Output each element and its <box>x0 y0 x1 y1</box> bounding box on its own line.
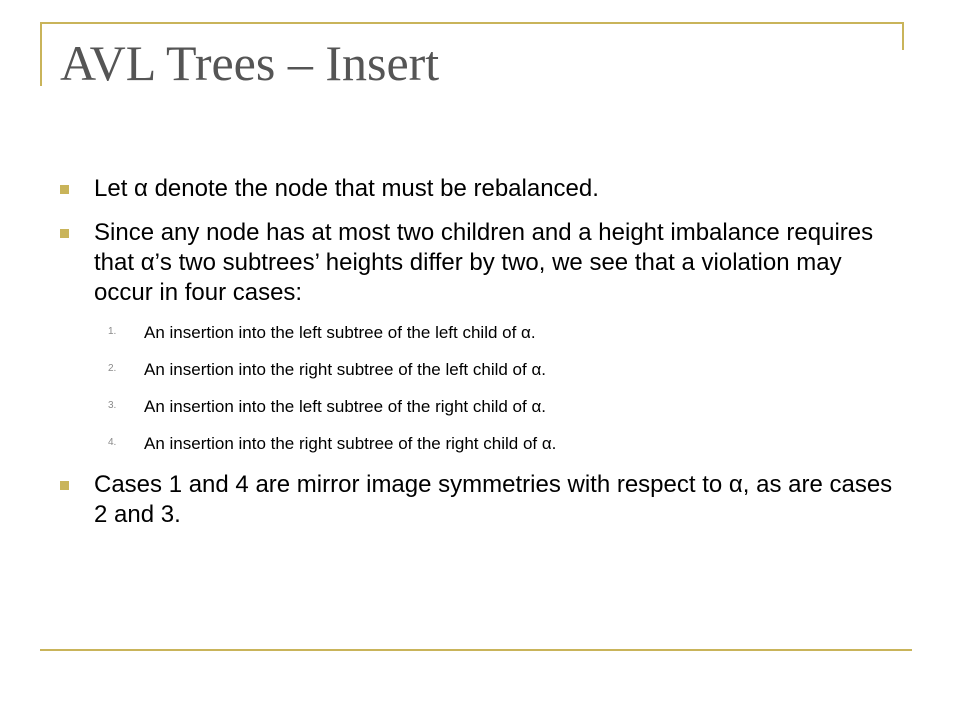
bullet-item <box>60 470 900 530</box>
square-bullet-icon <box>60 229 69 238</box>
bullet-item <box>60 218 900 308</box>
cases-list <box>60 322 900 455</box>
frame-top-rule <box>40 22 904 24</box>
bullet-item <box>60 174 900 204</box>
case-item <box>60 359 900 381</box>
square-bullet-icon <box>60 185 69 194</box>
case-text: An insertion into the right subtree of the right child of α. <box>144 434 557 453</box>
case-item <box>60 433 900 455</box>
slide-title: AVL Trees – Insert <box>60 35 440 91</box>
bullet-text: Let α denote the node that must be rebalanced. <box>94 175 599 202</box>
square-bullet-icon <box>60 481 69 490</box>
frame-left-rule <box>40 22 42 86</box>
case-text: An insertion into the left subtree of the left child of α. <box>144 323 536 342</box>
case-number: 2. <box>108 363 117 374</box>
frame-bottom-rule <box>40 649 912 651</box>
case-item <box>60 396 900 418</box>
case-number: 3. <box>108 400 117 411</box>
bullet-text: Cases 1 and 4 are mirror image symmetries with respect to α, as are cases 2 and 3. <box>94 471 893 528</box>
frame-right-rule <box>902 22 904 50</box>
case-text: An insertion into the right subtree of the left child of α. <box>144 360 546 379</box>
bullet-text: Since any node has at most two children and a height imbalance requires that α’s two subtrees’ heights differ by two, we see that a violation may occur in four cases: <box>94 219 874 306</box>
case-item <box>60 322 900 344</box>
case-number: 4. <box>108 437 117 448</box>
case-number: 1. <box>108 326 117 337</box>
slide-content <box>60 174 900 544</box>
case-text: An insertion into the left subtree of the right child of α. <box>144 397 546 416</box>
